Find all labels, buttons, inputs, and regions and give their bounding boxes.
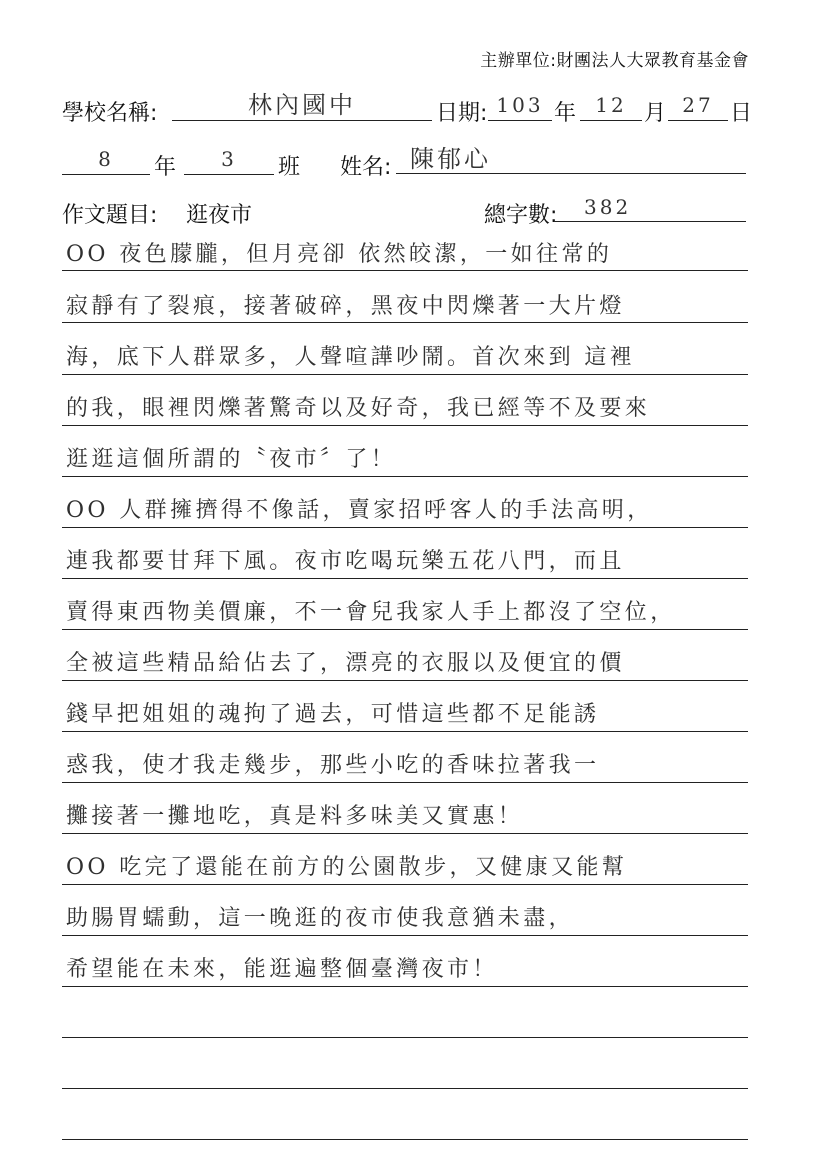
day-label: 日	[730, 101, 753, 126]
essay-line: 助腸胃蠕動，這一晚逛的夜市使我意猶未盡，	[66, 906, 575, 931]
topic-label: 作文題目:	[62, 203, 158, 228]
topic-value: 逛夜市	[186, 203, 253, 228]
essay-line: 賣得東西物美價廉，不一會兒我家人手上都沒了空位，	[66, 600, 676, 625]
essay-line: OO 夜色朦朧，但月亮卻 依然皎潔，一如往常的	[66, 242, 613, 267]
student-name-field: 陳郁心	[396, 144, 746, 174]
essay-line: 寂靜有了裂痕，接著破碎，黑夜中閃爍著一大片燈	[66, 294, 625, 319]
month-field: 12	[580, 90, 642, 121]
date-label: 日期:	[436, 101, 488, 126]
essay-line: 惑我，使才我走幾步，那些小吃的香味拉著我一	[66, 753, 600, 778]
essay-line: 錢早把姐姐的魂拘了過去，可惜這些都不足能誘	[66, 702, 600, 727]
ruled-line	[62, 1088, 748, 1089]
essay-line: 連我都要甘拜下風。夜市吃喝玩樂五花八門，而且	[66, 549, 625, 574]
class-label: 班	[278, 155, 301, 180]
essay-line: 全被這些精品給佔去了，漂亮的衣服以及便宜的價	[66, 651, 625, 676]
essay-line: 海，底下人群眾多，人聲喧譁吵鬧。首次來到 這裡	[66, 345, 636, 370]
wordcount-label: 總字數:	[484, 203, 558, 228]
essay-line: 攤接著一攤地吃，真是料多味美又實惠！	[66, 804, 524, 829]
grade-label: 年	[154, 155, 177, 180]
essay-line: 逛逛這個所謂的〝夜市〞了！	[66, 447, 397, 472]
name-label: 姓名:	[340, 155, 392, 180]
wordcount-field: 382	[554, 192, 746, 222]
month-label: 月	[644, 101, 667, 126]
school-label: 學校名稱:	[62, 101, 158, 126]
ruled-line	[62, 1139, 748, 1140]
sponsor-label: 主辦單位:財團法人大眾教育基金會	[480, 51, 749, 71]
day-field: 27	[668, 90, 728, 121]
essay-line: 希望能在未來，能逛遍整個臺灣夜市！	[66, 957, 498, 982]
grade-field: 8	[62, 144, 150, 175]
essay-line: 的我，眼裡閃爍著驚奇以及好奇，我已經等不及要來	[66, 396, 651, 421]
year-field: 103	[488, 90, 552, 121]
year-label: 年	[554, 101, 577, 126]
essay-line: OO 人群擁擠得不像話，賣家招呼客人的手法高明，	[66, 498, 653, 523]
essay-line: OO 吃完了還能在前方的公園散步，又健康又能幫	[66, 855, 628, 880]
school-name-field: 林內國中	[172, 90, 432, 121]
ruled-line	[62, 1037, 748, 1038]
class-field: 3	[184, 144, 274, 175]
